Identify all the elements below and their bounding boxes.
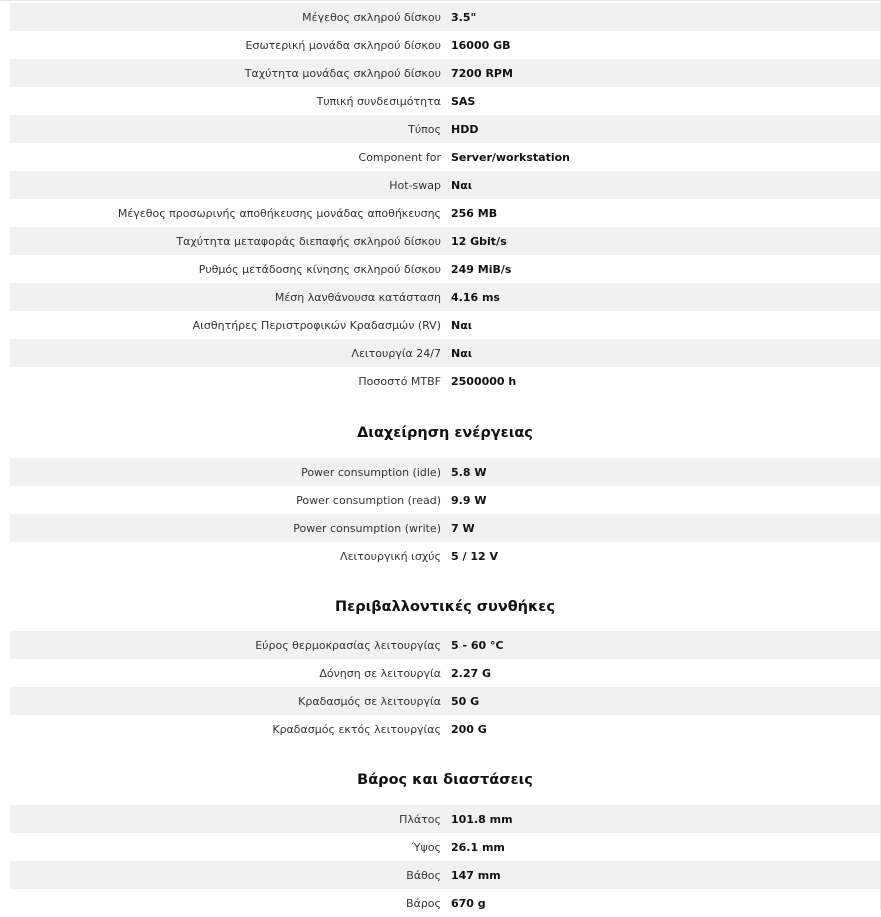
environment-specs-table	[10, 631, 880, 743]
spec-label: Εύρος θερμοκρασίας λειτουργίας	[255, 638, 441, 652]
spec-label: Τυπική συνδεσιμότητα	[316, 94, 441, 108]
spec-value: Ναι	[451, 178, 473, 192]
section-title-environment: Περιβαλλοντικές συνθήκες	[335, 599, 555, 615]
spec-value: 5 / 12 V	[451, 549, 498, 563]
spec-value: 26.1 mm	[451, 840, 505, 854]
spec-value: 4.16 ms	[451, 290, 500, 304]
spec-value: 5.8 W	[451, 465, 487, 479]
spec-label: Δόνηση σε λειτουργία	[319, 666, 441, 680]
spec-row	[10, 283, 880, 311]
spec-row	[10, 833, 880, 861]
storage-specs-table	[10, 3, 880, 395]
spec-value: 249 MiB/s	[451, 262, 512, 276]
spec-row	[10, 659, 880, 687]
spec-value: 256 MB	[451, 206, 498, 220]
power-specs-table	[10, 458, 880, 570]
spec-label: Πλάτος	[399, 812, 441, 826]
spec-row	[10, 631, 880, 659]
spec-row	[10, 227, 880, 255]
spec-label: Κραδασμός εκτός λειτουργίας	[272, 722, 441, 736]
spec-row	[10, 199, 880, 227]
spec-row	[10, 367, 880, 395]
spec-row	[10, 143, 880, 171]
spec-row	[10, 31, 880, 59]
spec-value: 50 G	[451, 694, 480, 708]
spec-label: Λειτουργία 24/7	[351, 346, 441, 360]
spec-value: 3.5"	[451, 10, 477, 24]
spec-label: Λειτουργική ισχύς	[340, 549, 441, 563]
spec-label: Μέση λανθάνουσα κατάσταση	[274, 290, 441, 304]
spec-value: Ναι	[451, 346, 473, 360]
spec-label: Ύψος	[411, 840, 441, 854]
spec-row	[10, 87, 880, 115]
spec-label: Ποσοστό MTBF	[358, 374, 441, 388]
spec-value: 7200 RPM	[451, 66, 513, 80]
spec-row	[10, 458, 880, 486]
spec-value: 147 mm	[451, 868, 501, 882]
section-title-power: Διαχείρηση ενέργειας	[357, 425, 533, 441]
spec-row	[10, 115, 880, 143]
spec-value: 9.9 W	[451, 493, 487, 507]
spec-label: Αισθητήρες Περιστροφικών Κραδασμών (RV)	[192, 318, 441, 332]
spec-value: 2.27 G	[451, 666, 491, 680]
spec-value: 2500000 h	[451, 374, 517, 388]
spec-value: 200 G	[451, 722, 487, 736]
spec-label: Τύπος	[408, 122, 441, 136]
spec-label: Ταχύτητα μεταφοράς διεπαφής σκληρού δίσκου	[176, 234, 441, 248]
spec-label: Κραδασμός σε λειτουργία	[298, 694, 441, 708]
spec-label: Μέγεθος προσωρινής αποθήκευσης μονάδας αποθήκευσης	[117, 206, 441, 220]
spec-label: Βάθος	[406, 868, 441, 882]
section-title-dimensions: Βάρος και διαστάσεις	[357, 772, 533, 788]
spec-row	[10, 311, 880, 339]
spec-row	[10, 805, 880, 833]
spec-value: SAS	[451, 94, 476, 108]
spec-label: Hot-swap	[389, 178, 441, 192]
spec-label: Component for	[358, 150, 441, 164]
spec-row	[10, 889, 880, 917]
spec-row	[10, 715, 880, 743]
spec-value: 101.8 mm	[451, 812, 513, 826]
spec-label: Power consumption (write)	[293, 521, 441, 535]
spec-row	[10, 514, 880, 542]
spec-row	[10, 339, 880, 367]
spec-row	[10, 687, 880, 715]
spec-label: Power consumption (read)	[296, 493, 441, 507]
spec-row	[10, 486, 880, 514]
spec-value: 7 W	[451, 521, 475, 535]
spec-value: HDD	[451, 122, 479, 136]
spec-value: 16000 GB	[451, 38, 511, 52]
spec-row	[10, 59, 880, 87]
spec-row	[10, 3, 880, 31]
spec-value: 670 g	[451, 896, 486, 910]
spec-label: Ρυθμός μετάδοσης κίνησης σκληρού δίσκου	[198, 262, 441, 276]
spec-value: 5 - 60 °C	[451, 638, 504, 652]
spec-value: 12 Gbit/s	[451, 234, 507, 248]
spec-row	[10, 255, 880, 283]
spec-label: Power consumption (idle)	[301, 465, 441, 479]
spec-row	[10, 861, 880, 889]
spec-row	[10, 542, 880, 570]
spec-label: Ταχύτητα μονάδας σκληρού δίσκου	[244, 66, 441, 80]
spec-value: Ναι	[451, 318, 473, 332]
spec-value: Server/workstation	[451, 150, 570, 164]
spec-label: Βάρος	[406, 896, 441, 910]
spec-label: Εσωτερική μονάδα σκληρού δίσκου	[245, 38, 441, 52]
dimensions-specs-table	[10, 805, 880, 917]
spec-label: Μέγεθος σκληρού δίσκου	[302, 10, 441, 24]
spec-row	[10, 171, 880, 199]
